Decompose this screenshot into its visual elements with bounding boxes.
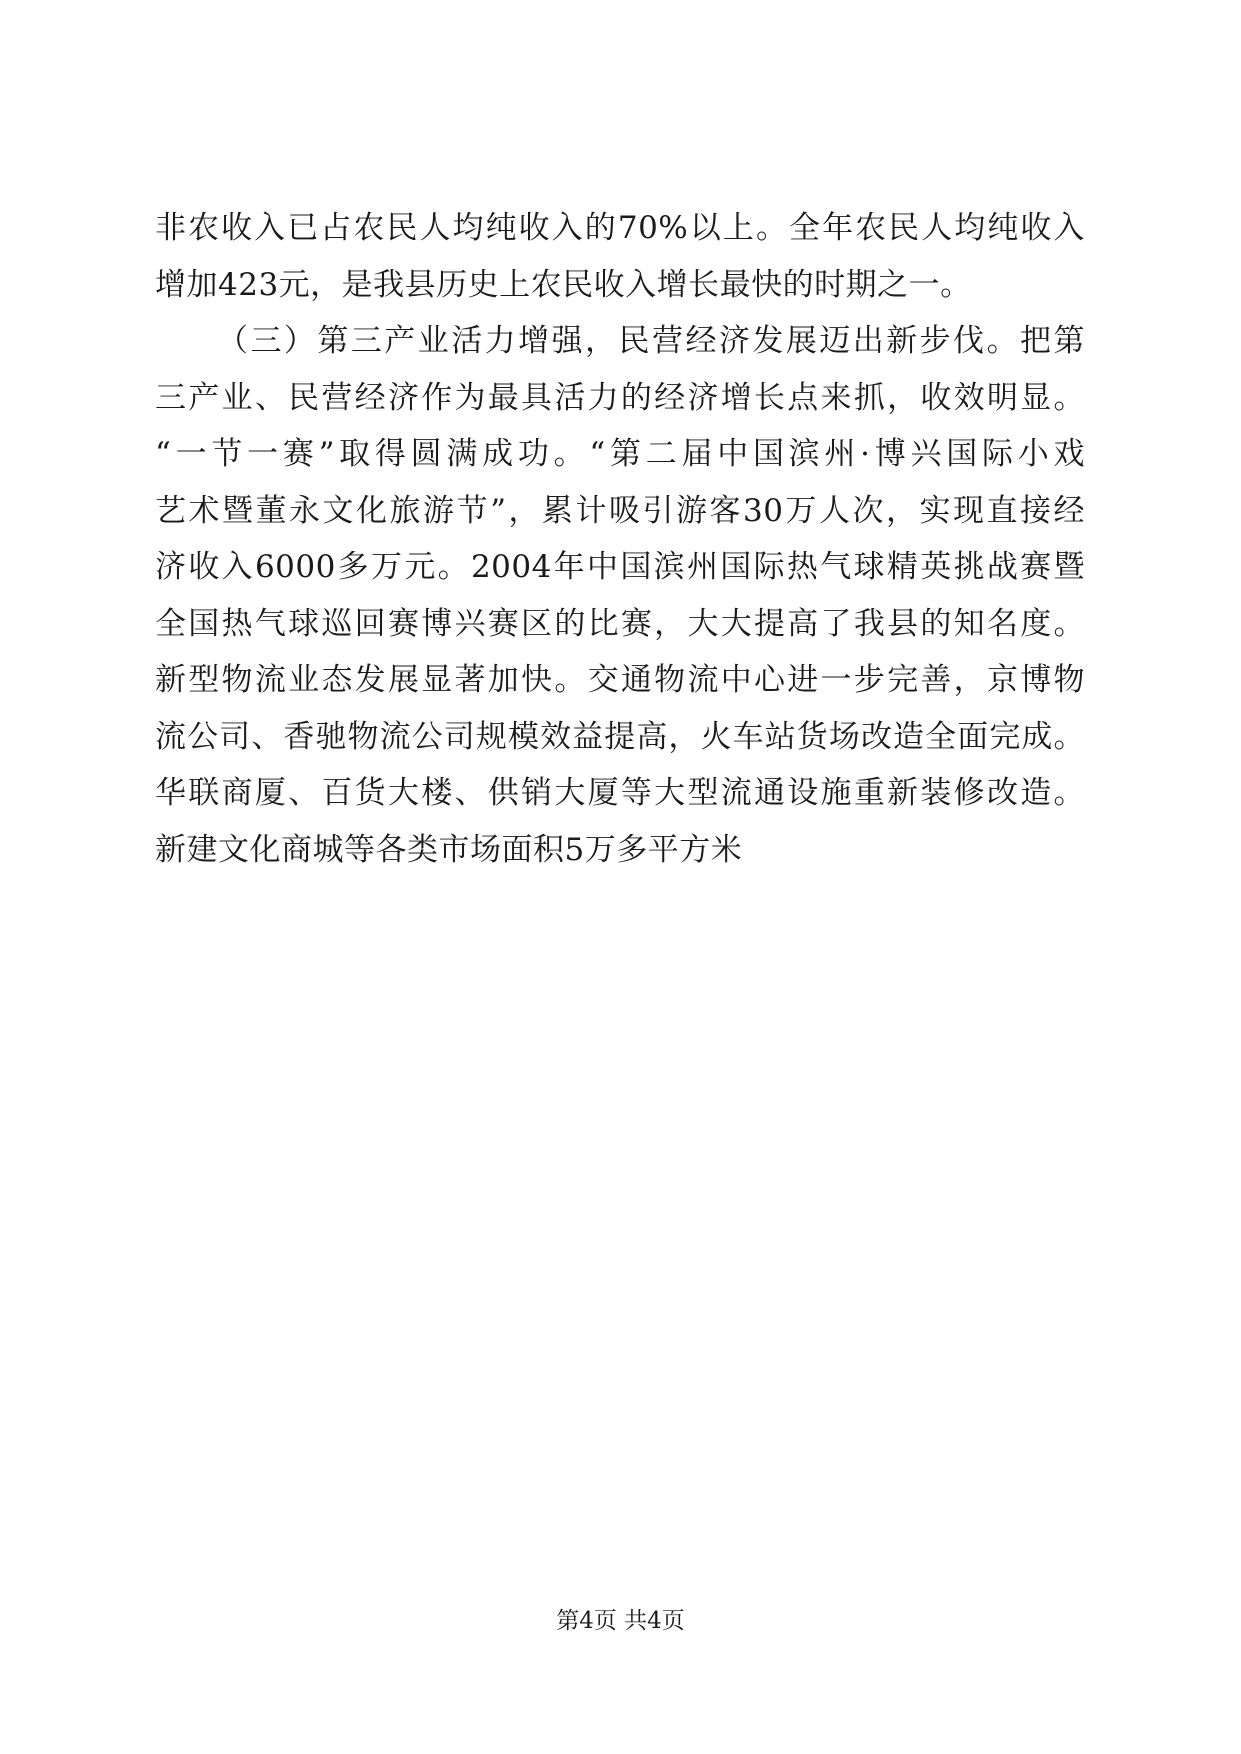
- page-footer: [0, 1606, 1241, 1636]
- page-indicator: 第4页 共4页: [556, 1608, 685, 1634]
- paragraph-2-line-4: 艺术暨董永文化旅游节”，累计吸引游客30万人次，实现直接经: [155, 492, 1085, 529]
- paragraph-2-line-9: 华联商厦、百货大楼、供销大厦等大型流通设施重新装修改造。: [155, 775, 1085, 811]
- body-text: [155, 200, 1085, 878]
- paragraph-2-line-1: （三）第三产业活力增强，民营经济发展迈出新步伐。把第: [217, 323, 1085, 359]
- paragraph-2-line-6: 全国热气球巡回赛博兴赛区的比赛，大大提高了我县的知名度。: [155, 605, 1085, 642]
- paragraph-2-line-8: 流公司、香驰物流公司规模效益提高，火车站货场改造全面完成。: [155, 718, 1085, 755]
- paragraph-1-line-2: 增加423元，是我县历史上农民收入增长最快的时期之一。: [155, 266, 972, 303]
- paragraph-2-line-5: 济收入6000多万元。2004年中国滨州国际热气球精英挑战赛暨: [155, 549, 1085, 585]
- paragraph-2-line-2: 三产业、民营经济作为最具活力的经济增长点来抓，收效明显。: [155, 379, 1085, 416]
- paragraph-1-line-1: 非农收入已占农民人均纯收入的70%以上。全年农民人均纯收入: [155, 210, 1085, 246]
- paragraph-2-line-7: 新型物流业态发展显著加快。交通物流中心进一步完善，京博物: [155, 662, 1085, 698]
- paragraph-2-line-3: “一节一赛”取得圆满成功。“第二届中国滨州·博兴国际小戏: [155, 436, 1085, 472]
- paragraph-2-line-10: 新建文化商城等各类市场面积5万多平方米: [155, 831, 743, 868]
